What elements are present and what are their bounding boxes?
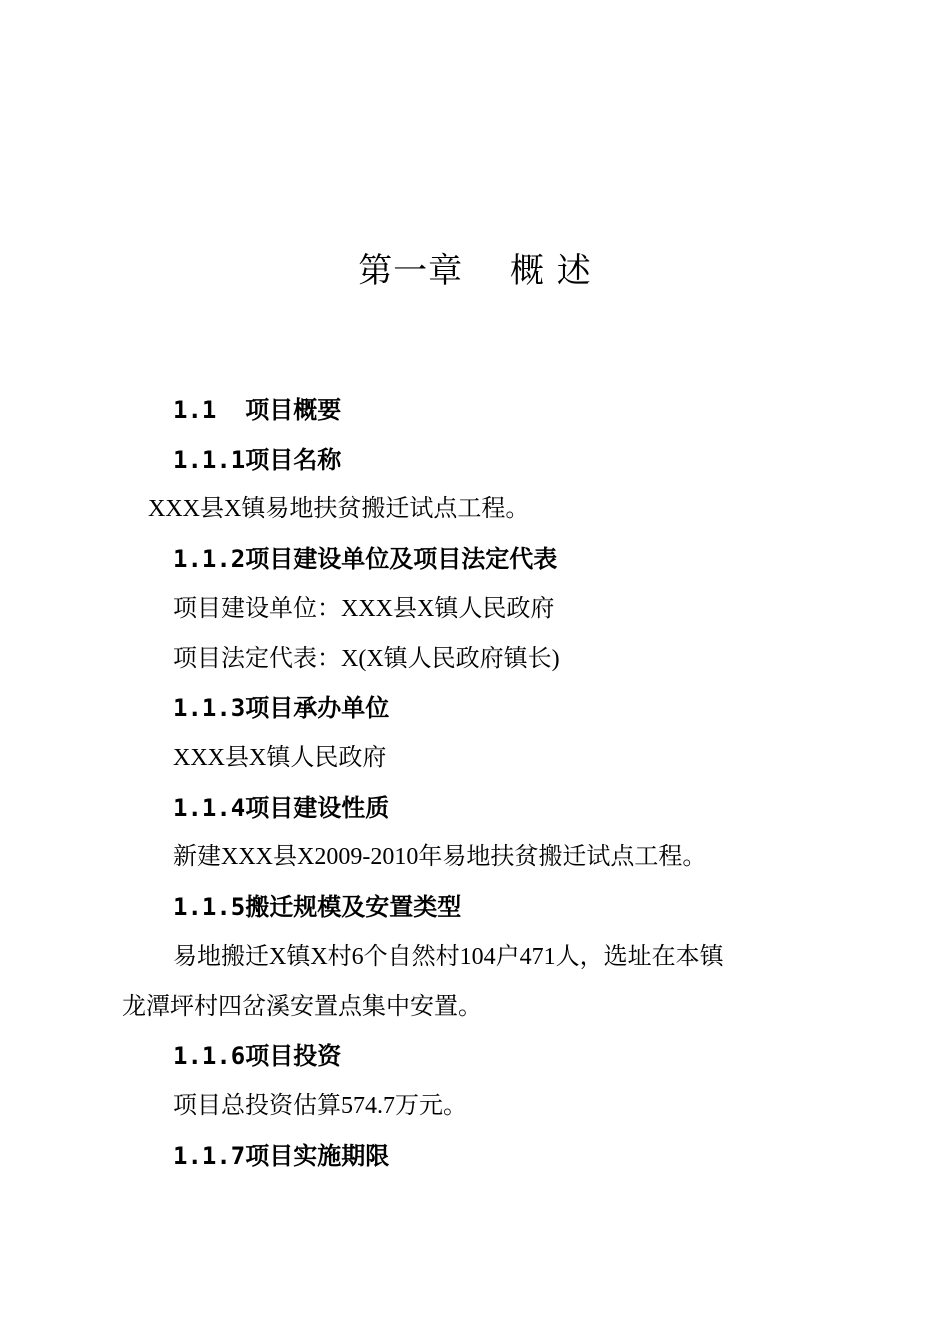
section-heading-1-1-7: 1.1.7项目实施期限: [173, 1142, 390, 1170]
investment-text: 项目总投资估算574.7万元。: [173, 1093, 467, 1119]
section-heading-1-1: 1.1 项目概要: [173, 396, 342, 424]
undertaking-unit-text: XXX县X镇人民政府: [173, 745, 387, 771]
relocation-scale-text-line2: 龙潭坪村四岔溪安置点集中安置。: [122, 994, 482, 1020]
chapter-title: 第一章 概 述: [358, 251, 592, 291]
section-heading-1-1-3: 1.1.3项目承办单位: [173, 694, 390, 722]
section-heading-1-1-4: 1.1.4项目建设性质: [173, 794, 390, 822]
project-name-text: XXX县X镇易地扶贫搬迁试点工程。: [148, 496, 530, 522]
construction-nature-text: 新建XXX县X2009-2010年易地扶贫搬迁试点工程。: [173, 844, 707, 870]
relocation-scale-text-line1: 易地搬迁X镇X村6个自然村104户471人，选址在本镇: [173, 944, 724, 970]
section-heading-1-1-6: 1.1.6项目投资: [173, 1042, 342, 1070]
section-heading-1-1-1: 1.1.1项目名称: [173, 446, 342, 474]
legal-representative-text: 项目法定代表：X(X镇人民政府镇长): [173, 646, 560, 672]
construction-unit-text: 项目建设单位：XXX县X镇人民政府: [173, 596, 555, 622]
section-heading-1-1-2: 1.1.2项目建设单位及项目法定代表: [173, 545, 558, 573]
section-heading-1-1-5: 1.1.5搬迁规模及安置类型: [173, 893, 462, 921]
